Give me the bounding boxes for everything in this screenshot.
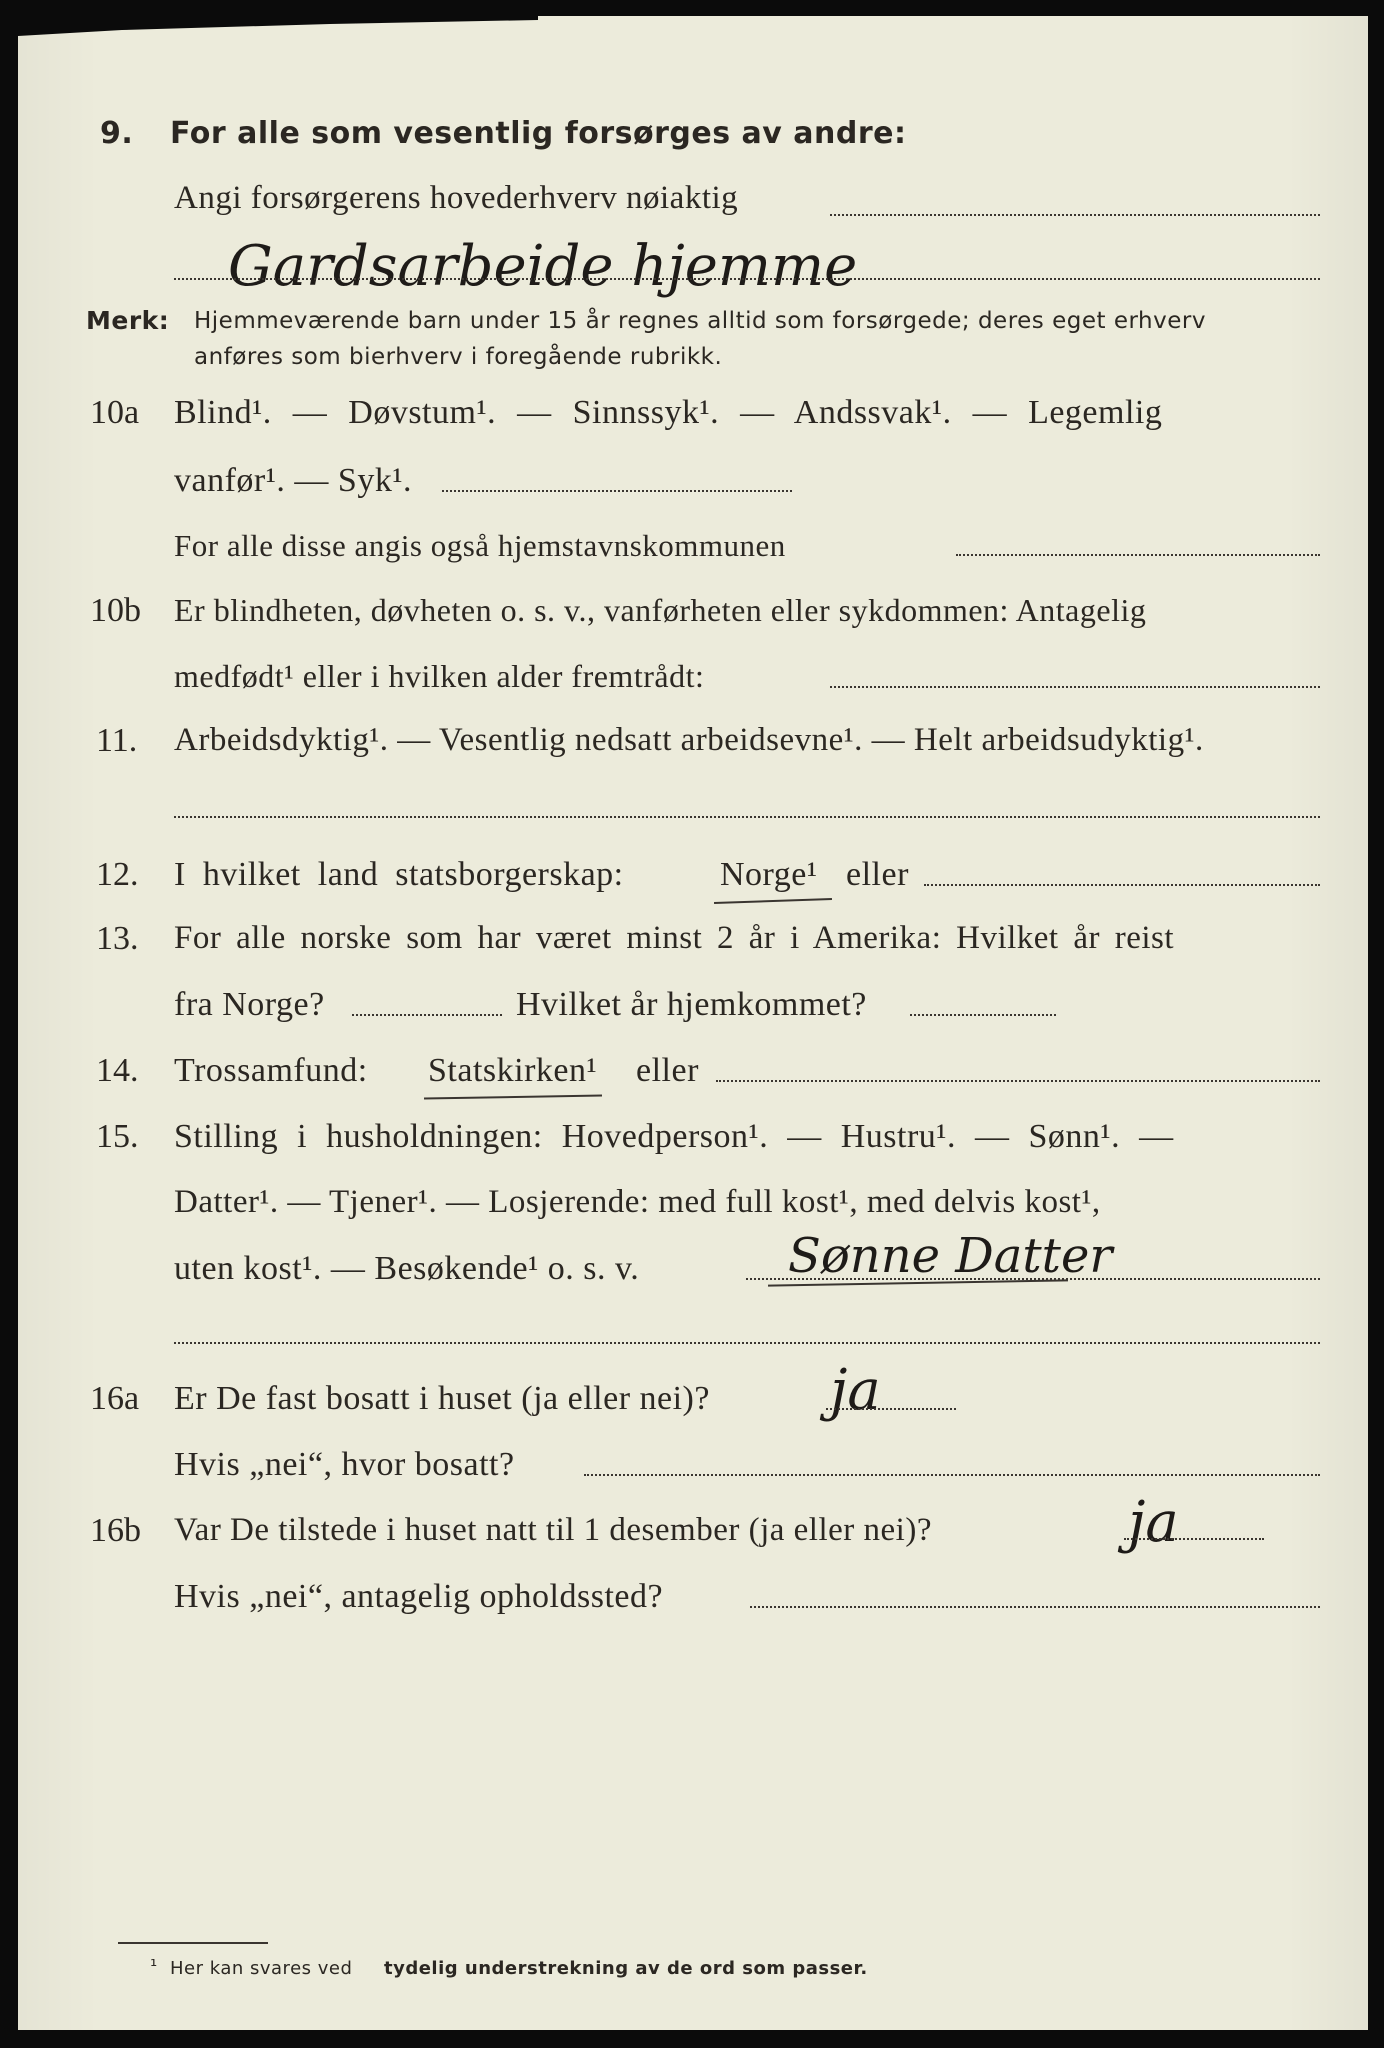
- q9-prompt-line: [830, 214, 1320, 216]
- q13-hjem-line: [910, 1014, 1056, 1016]
- q14-statskirken-underlined: Statskirken¹: [428, 1052, 598, 1089]
- q12-norge-underlined: Norge¹: [720, 856, 818, 893]
- q16a-line-1: Er De fast bosatt i huset (ja eller nei)?: [174, 1380, 710, 1417]
- q15-line-1: Stilling i husholdningen: Hovedperson¹. — Hustru¹. — Sønn¹. —: [174, 1118, 1174, 1155]
- q12-number: 12.: [96, 856, 139, 893]
- q9-number: 9.: [100, 116, 134, 151]
- q13-reist-line: [352, 1014, 502, 1016]
- q12-prefix: I hvilket land statsborgerskap:: [174, 856, 624, 893]
- q15-answer: Sønne Datter: [788, 1228, 1113, 1284]
- q15-line-3: uten kost¹. — Besøkende¹ o. s. v.: [174, 1250, 640, 1287]
- q10a-number: 10a: [90, 394, 140, 431]
- census-form-page: [18, 16, 1368, 2030]
- q14-number: 14.: [96, 1052, 139, 1089]
- torn-corner: [18, 16, 538, 36]
- q12-underline-mark: [714, 898, 832, 904]
- q16b-answer-line: [1124, 1538, 1264, 1540]
- footnote-emphasis: tydelig understrekning av de ord som passer.: [384, 1958, 868, 1979]
- q16b-number: 16b: [90, 1512, 141, 1549]
- q15-line-2: Datter¹. — Tjener¹. — Losjerende: med full kost¹, med delvis kost¹,: [174, 1184, 1101, 1220]
- q15-line: [746, 1278, 1320, 1280]
- q10b-line: [830, 686, 1320, 688]
- q9-prompt: Angi forsørgerens hovederhverv nøiaktig: [174, 180, 739, 216]
- q10b-line-1: Er blindheten, døvheten o. s. v., vanførheten eller sykdommen: Antagelig: [174, 592, 1147, 628]
- q14-line: [716, 1080, 1320, 1082]
- q9-heading: For alle som vesentlig forsørges av andre:: [170, 116, 907, 151]
- q9-answer: Gardsarbeide hjemme: [228, 234, 858, 299]
- q15-number: 15.: [96, 1118, 139, 1155]
- footnote-mark: ¹: [150, 1956, 158, 1977]
- q16a-answer-line: [826, 1408, 956, 1410]
- q10b-number: 10b: [90, 592, 141, 629]
- q14-prefix: Trossamfund:: [174, 1052, 368, 1089]
- q13-line-1: For alle norske som har været minst 2 år i Amerika: Hvilket år reist: [174, 920, 1175, 956]
- q10b-line-2: medfødt¹ eller i hvilken alder fremtrådt:: [174, 658, 705, 694]
- q15-answer-line: [174, 1342, 1320, 1344]
- merk-label: Merk:: [86, 306, 170, 335]
- q16b-opholdssted-line: [750, 1606, 1320, 1608]
- q10a-kommune-line: [956, 554, 1320, 556]
- q14-suffix: eller: [636, 1052, 699, 1089]
- q12-suffix: eller: [846, 856, 909, 893]
- q16b-line-1: Var De tilstede i huset natt til 1 desember (ja eller nei)?: [174, 1512, 932, 1548]
- q9-answer-line: [174, 278, 1320, 280]
- footnote-rule: [118, 1942, 268, 1944]
- q13-line-2b: Hvilket år hjemkommet?: [516, 986, 867, 1023]
- q16b-answer: ja: [1128, 1490, 1179, 1555]
- footnote-prefix: Her kan svares ved: [170, 1958, 353, 1979]
- q12-line: [924, 884, 1320, 886]
- q10a-line-1: Blind¹. — Døvstum¹. — Sinnssyk¹. — Andssvak¹. — Legemlig: [174, 394, 1163, 431]
- q10a-syk-line: [442, 490, 792, 492]
- q10a-line-3: For alle disse angis også hjemstavnskommunen: [174, 528, 786, 563]
- q11-answer-line: [174, 816, 1320, 818]
- q11-line-1: Arbeidsdyktig¹. — Vesentlig nedsatt arbeidsevne¹. — Helt arbeidsudyktig¹.: [174, 722, 1204, 758]
- q16a-bosatt-line: [584, 1474, 1320, 1476]
- q16a-answer: ja: [830, 1358, 881, 1423]
- q13-line-2a: fra Norge?: [174, 986, 325, 1023]
- q16b-line-2: Hvis „nei“, antagelig opholdssted?: [174, 1578, 664, 1615]
- q13-number: 13.: [96, 920, 139, 957]
- q11-number: 11.: [96, 722, 138, 759]
- merk-line-2: anføres som bierhverv i foregående rubrikk.: [194, 344, 723, 370]
- q10a-line-2: vanfør¹. — Syk¹.: [174, 462, 413, 499]
- q16a-number: 16a: [90, 1380, 140, 1417]
- merk-line-1: Hjemmeværende barn under 15 år regnes alltid som forsørgede; deres eget erhverv: [194, 308, 1206, 334]
- q16a-line-2: Hvis „nei“, hvor bosatt?: [174, 1446, 515, 1483]
- q14-underline-mark: [424, 1094, 602, 1099]
